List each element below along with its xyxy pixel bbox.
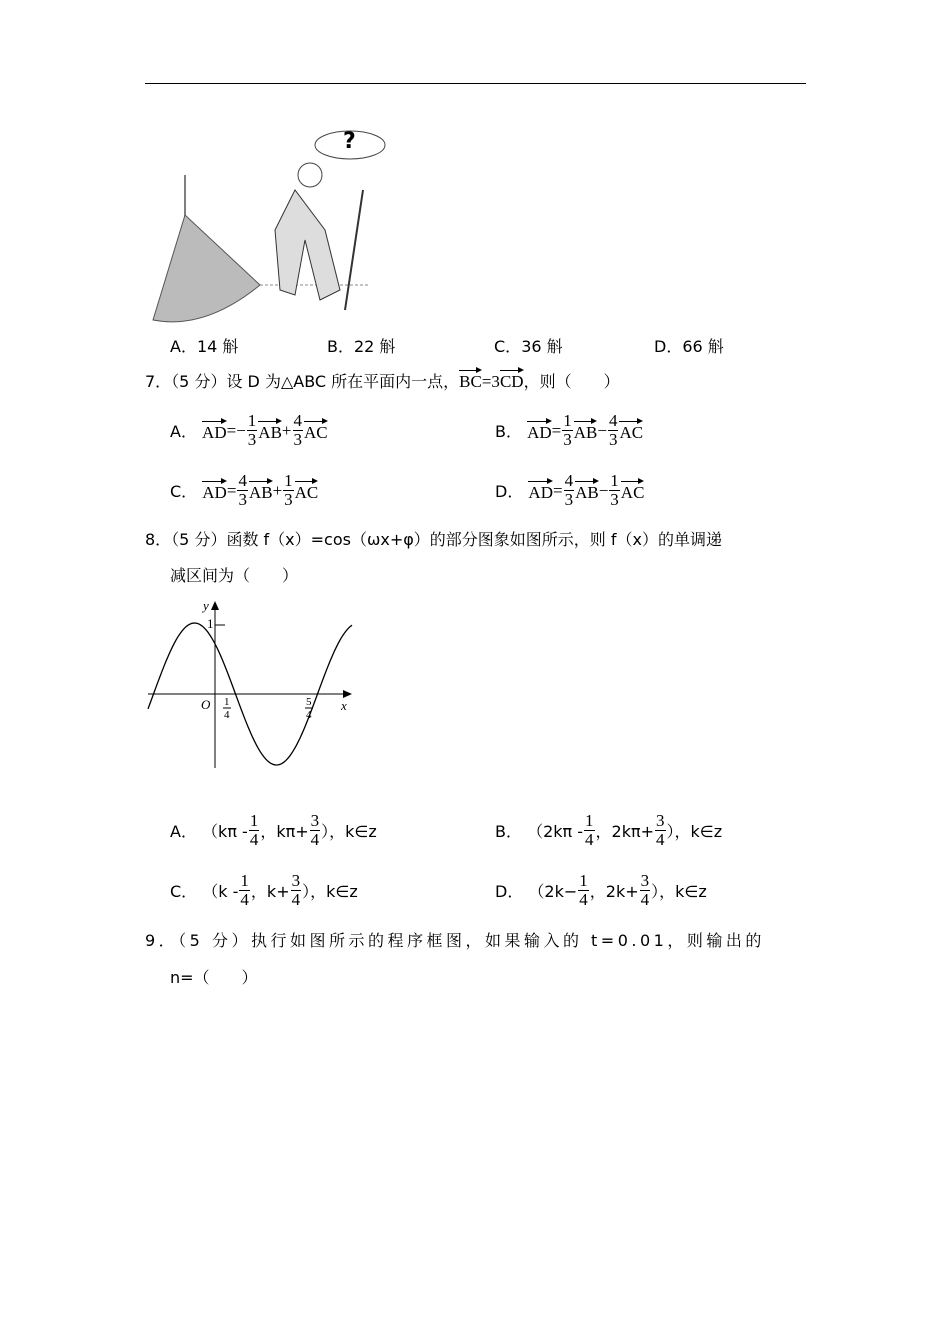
- fraction: $\frac{3}{4}$: [640, 871, 650, 909]
- q6-option-c[interactable]: C．36 斛: [494, 337, 563, 356]
- svg-text:4: 4: [306, 709, 312, 721]
- q7-option-d[interactable]: D． AD = $\frac{4}{3}$ AB − $\frac{1}{3}$ AC: [495, 471, 645, 509]
- q8-option-c[interactable]: C． （k - $\frac{1}{4}$ ，k+ $\frac{3}{4}$ ），k∈z: [170, 871, 358, 909]
- svg-text:1: 1: [224, 696, 230, 708]
- fraction: $\frac{3}{4}$: [291, 871, 301, 909]
- q7-stem: 7．（5 分）设 D 为△ABC 所在平面内一点，BC=3CD，则（ ）: [145, 368, 620, 392]
- fraction: $\frac{1}{4}$: [249, 811, 259, 849]
- fraction: $\frac{1}{4}$: [240, 871, 249, 909]
- q6-option-a[interactable]: A．14 斛: [170, 337, 239, 356]
- q8-option-d[interactable]: D． （2k− $\frac{1}{4}$ ，2k+ $\frac{3}{4}$ ），k∈z: [495, 871, 707, 909]
- svg-text:O: O: [201, 697, 211, 712]
- y-axis-arrow-icon: [211, 601, 219, 610]
- fraction: $\frac{1}{3}$: [610, 471, 619, 509]
- svg-text:1: 1: [207, 616, 214, 631]
- q7-option-c[interactable]: C． AD = $\frac{4}{3}$ AB + $\frac{1}{3}$ AC: [170, 471, 319, 509]
- fraction: $\frac{4}{3}$: [564, 471, 574, 509]
- svg-text:?: ?: [343, 129, 356, 154]
- q8-stem-line2: 减区间为（ ）: [170, 566, 299, 585]
- q8-stem-line1: 8．（5 分）函数 f（x）=cos（ωx+φ）的部分图象如图所示，则 f（x）的单调递: [145, 530, 722, 549]
- q8-option-a[interactable]: A． （kπ - $\frac{1}{4}$ ，kπ+ $\frac{3}{4}$ ），k∈z: [170, 811, 377, 849]
- fraction: $\frac{1}{4}$: [579, 871, 588, 909]
- header-rule: [145, 83, 806, 84]
- svg-text:y: y: [203, 598, 209, 613]
- fraction: $\frac{1}{3}$: [284, 471, 293, 509]
- fraction: $\frac{1}{4}$: [585, 811, 594, 849]
- fraction: $\frac{4}{3}$: [238, 471, 247, 509]
- fraction: $\frac{4}{3}$: [293, 411, 303, 449]
- fraction: $\frac{1}{3}$: [563, 411, 572, 449]
- q8-option-b[interactable]: B． （2kπ - $\frac{1}{4}$ ，2kπ+ $\frac{3}{4}$ ），k∈z: [495, 811, 723, 849]
- x-axis-arrow-icon: [343, 690, 352, 698]
- q7-option-a[interactable]: A． AD = − $\frac{1}{3}$ AB + $\frac{4}{3}$ AC: [170, 411, 328, 449]
- q9-stem-line1: 9．（5 分）执行如图所示的程序框图，如果输入的 t=0.01，则输出的: [145, 931, 765, 950]
- svg-text:5: 5: [306, 696, 312, 708]
- fraction: $\frac{3}{4}$: [656, 811, 665, 849]
- q6-option-d[interactable]: D．66 斛: [654, 337, 724, 356]
- svg-text:4: 4: [224, 709, 230, 721]
- fraction: $\frac{1}{3}$: [247, 411, 257, 449]
- q7-option-b[interactable]: B． AD = $\frac{1}{3}$ AB − $\frac{4}{3}$ AC: [495, 411, 644, 449]
- q9-stem-line2: n=（ ）: [170, 968, 258, 987]
- svg-text:x: x: [341, 698, 347, 713]
- q6-option-b[interactable]: B．22 斛: [327, 337, 396, 356]
- cosine-graph: [145, 598, 360, 773]
- grain-pile-illustration: [145, 120, 395, 325]
- fraction: $\frac{4}{3}$: [608, 411, 618, 449]
- fraction: $\frac{3}{4}$: [310, 811, 320, 849]
